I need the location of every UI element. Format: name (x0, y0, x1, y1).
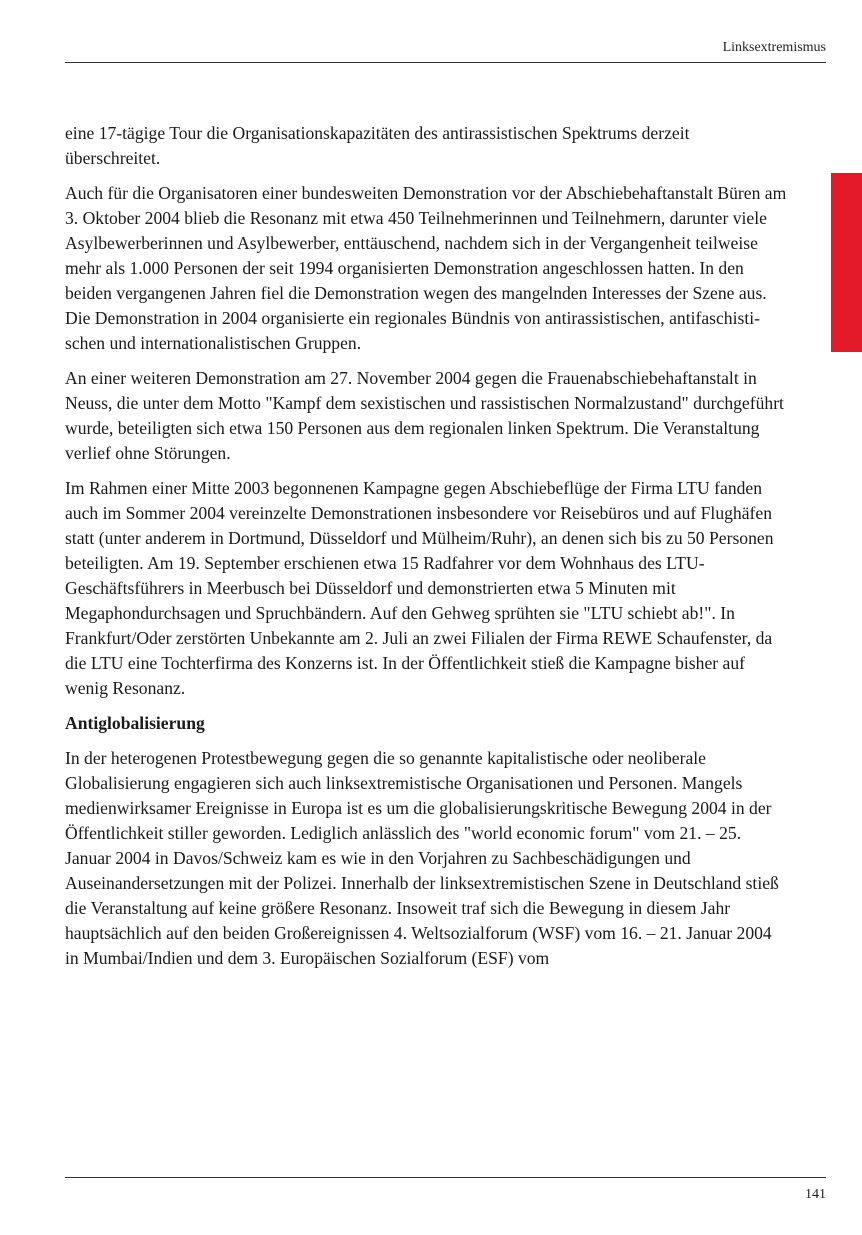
paragraph-2: Auch für die Organisatoren einer bundesweiten Demonstration vor der Abschiebehaftanstalt Büren am 3. Oktober 2004 blieb die Resonanz mit etwa 450 Teilnehmerinnen und Teilnehmern, darunter viele Asylbewerberinnen und Asylbewerber, enttäuschend, nachdem sich in der Vergangenheit teilweise mehr als 1.000 Personen der seit 1994 organisierten Demonstration angeschlossen hatten. In den beiden vergangenen Jahren fiel die Demonstration wegen des mangelnden Interesses der Szene aus. Die Demonstration in 2004 organisierte ein regionales Bündnis von antirassistischen, antifaschistischen und internationalistischen Gruppen. (65, 183, 787, 353)
header-divider (65, 62, 826, 63)
paragraph-5: In der heterogenen Protestbewegung gegen die so genannte kapitalistische oder neoliberale Globalisierung engagieren sich auch linksextremistische Organisationen und Personen. Mangels medienwirksamer Ereignisse in Europa ist es um die globalisierungskritische Bewegung 2004 in der Öffentlichkeit stiller geworden. Lediglich anlässlich des "world economic forum" vom 21. – 25. Januar 2004 in Davos/Schweiz kam es wie in den Vorjahren zu Sachbeschädigungen und Auseinandersetzungen mit der Polizei. Innerhalb der linksextremistischen Szene in Deutschland stieß die Veranstaltung auf keine größere Resonanz. Insoweit traf sich die Bewegung in diesem Jahr hauptsächlich auf den beiden Großereignissen 4. Weltsozialforum (WSF) vom 16. – 21. Januar 2004 in Mumbai/Indien und dem 3. Europäischen Sozialforum (ESF) vom (65, 748, 779, 968)
paragraph-1: eine 17-tägige Tour die Organisationskapazitäten des antirassistischen Spektrums derzeit überschreitet. (65, 123, 690, 168)
chapter-marker-tab (831, 173, 862, 352)
section-heading: Antiglobalisierung (65, 713, 205, 733)
paragraph-3: An einer weiteren Demonstration am 27. November 2004 gegen die Frauenabschiebehaftanstalt in Neuss, die unter dem Motto "Kampf dem sexistischen und rassistischen Normalzustand" durchgeführt wurde, beteiligten sich etwa 150 Personen aus dem regionalen linken Spektrum. Die Veranstaltung verlief ohne Störungen. (65, 368, 784, 463)
footer-divider (65, 1177, 826, 1178)
paragraph-4: Im Rahmen einer Mitte 2003 begonnenen Kampagne gegen Abschiebeflüge der Firma LTU fanden auch im Sommer 2004 vereinzelte Demonstrationen insbesondere vor Reisebüros und auf Flughäfen statt (unter anderem in Dortmund, Düsseldorf und Mülheim/Ruhr), an denen sich bis zu 50 Personen beteiligten. Am 19. September erschienen etwa 15 Radfahrer vor dem Wohnhaus des LTU-Geschäftsführers in Meerbusch bei Düsseldorf und demonstrierten etwa 5 Minuten mit Megaphondurchsagen und Spruchbändern. Auf den Gehweg sprühten sie "LTU schiebt ab!". In Frankfurt/Oder zerstörten Unbekannte am 2. Juli an zwei Filialen der Firma REWE Schaufenster, da die LTU eine Tochterfirma des Konzerns ist. In der Öffentlichkeit stieß die Kampagne bisher auf wenig Resonanz. (65, 478, 774, 698)
running-header-title: Linksextremismus (722, 40, 826, 55)
page-body (65, 121, 787, 981)
page-number: 141 (805, 1187, 826, 1202)
